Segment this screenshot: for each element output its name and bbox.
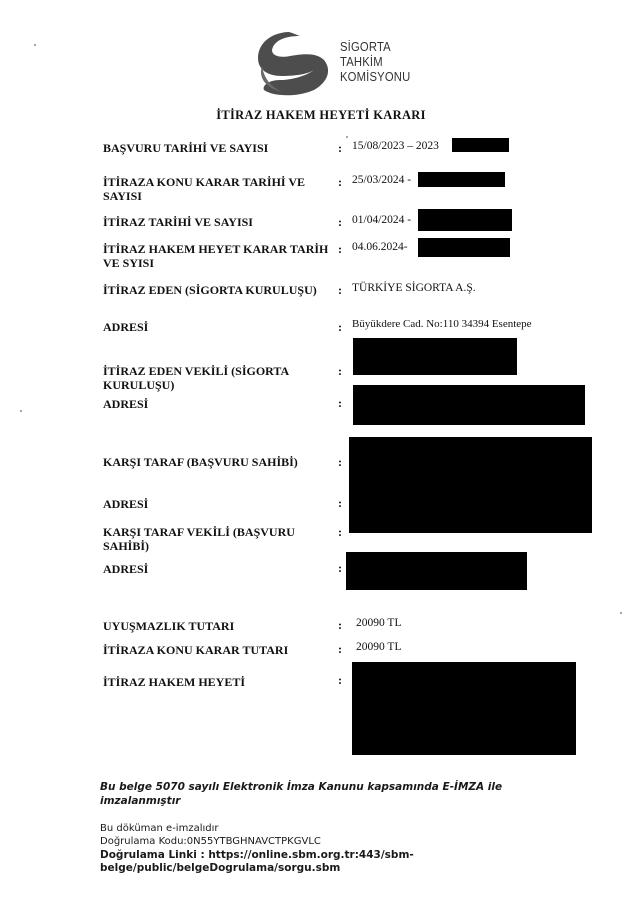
field-label-itiraz-eden-vekili: İTİRAZ EDEN VEKİLİ (SİGORTA KURULUŞU) (103, 364, 289, 392)
logo-wordmark (340, 40, 410, 85)
e-signature-legal-note: Bu belge 5070 sayılı Elektronik İmza Kanunu kapsamında E-İMZA ile imzalanmıştır (100, 781, 503, 807)
field-colon: : (338, 242, 342, 256)
field-value-hakem-karar: 04.06.2024- (352, 241, 408, 253)
field-colon: : (338, 618, 342, 632)
field-label-adresi: ADRESİ (103, 397, 149, 411)
redaction-block (418, 238, 510, 257)
document-title: İTİRAZ HAKEM HEYETİ KARARI (216, 108, 426, 122)
redaction-block (418, 172, 505, 187)
field-colon: : (338, 496, 342, 510)
field-colon: : (338, 455, 342, 469)
redaction-block (352, 662, 576, 755)
field-label-hakem-karar: İTİRAZ HAKEM HEYET KARAR TARİH VE SYISI (103, 242, 329, 270)
field-label-karsi-taraf: KARŞI TARAF (BAŞVURU SAHİBİ) (103, 455, 298, 469)
field-colon: : (338, 673, 342, 687)
field-label-itiraz-hakem-heyeti: İTİRAZ HAKEM HEYETİ (103, 675, 246, 689)
redaction-block (418, 209, 512, 231)
redaction-block (349, 437, 592, 507)
field-label-karsi-taraf-vekili: KARŞI TARAF VEKİLİ (BAŞVURU SAHİBİ) (103, 525, 295, 553)
verification-link[interactable]: Doğrulama Linki : https://online.sbm.org.tr:443/sbm-belge/public/belgeDogrulama/sorgu.sbm (100, 849, 414, 874)
field-value-uyusmazlik-tutari: 20090 TL (356, 617, 402, 629)
redaction-block (353, 385, 585, 425)
field-label-uyusmazlik-tutari: UYUŞMAZLIK TUTARI (103, 619, 235, 633)
field-colon: : (338, 141, 342, 155)
field-label-karar-tutari: İTİRAZA KONU KARAR TUTARI (103, 643, 289, 657)
field-colon: : (338, 525, 342, 539)
logo-line-2: TAHKİM (340, 55, 383, 69)
field-value-itiraz-tarihi: 01/04/2024 - (352, 214, 412, 226)
field-colon: : (338, 175, 342, 189)
field-label-itiraz-tarihi: İTİRAZ TARİHİ VE SAYISI (103, 215, 253, 229)
verification-code: Doğrulama Kodu:0N55YTBGHNAVCTPKGVLC (100, 836, 321, 847)
logo-line-3: KOMİSYONU (340, 70, 411, 84)
redaction-block (346, 552, 527, 590)
field-colon: : (338, 283, 342, 297)
field-colon: : (338, 320, 342, 334)
field-colon: : (338, 215, 342, 229)
field-value-itiraza-konu-karar: 25/03/2024 - (352, 174, 412, 186)
field-value-itiraz-eden: TÜRKİYE SİGORTA A.Ş. (352, 282, 476, 294)
field-label-itiraza-konu-karar: İTİRAZA KONU KARAR TARİHİ VE SAYISI (103, 175, 306, 203)
field-colon: : (338, 561, 342, 575)
field-label-itiraz-eden: İTİRAZ EDEN (SİGORTA KURULUŞU) (103, 283, 317, 297)
field-label-adresi: ADRESİ (103, 562, 149, 576)
redaction-block (353, 338, 517, 375)
field-label-adresi: ADRESİ (103, 320, 149, 334)
field-value-basvuru: 15/08/2023 – 2023 (352, 140, 439, 152)
e-signature-note: Bu döküman e-imzalıdır (100, 823, 219, 834)
logo-line-1: SİGORTA (340, 40, 391, 54)
field-label-adresi: ADRESİ (103, 497, 149, 511)
sigorta-tahkim-logo (252, 30, 334, 98)
redaction-block (452, 138, 509, 152)
redaction-block (349, 505, 592, 533)
field-value-karar-tutari: 20090 TL (356, 641, 402, 653)
field-colon: : (338, 396, 342, 410)
field-colon: : (338, 364, 342, 378)
field-label-basvuru: BAŞVURU TARİHİ VE SAYISI (103, 141, 269, 155)
field-colon: : (338, 642, 342, 656)
field-value-adresi: Büyükdere Cad. No:110 34394 Esentepe (352, 318, 532, 330)
